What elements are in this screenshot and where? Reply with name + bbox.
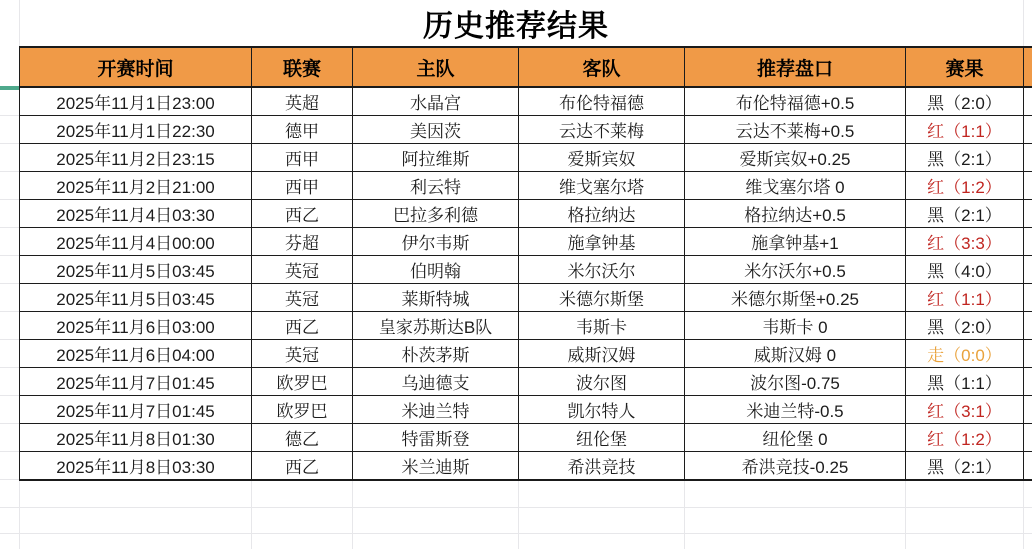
cell-result[interactable]: 黑（2:1） xyxy=(906,200,1024,228)
cell-away[interactable]: 布伦特福德 xyxy=(519,87,685,116)
column-a-strip xyxy=(0,88,19,480)
cell-away[interactable]: 米尔沃尔 xyxy=(519,256,685,284)
cell-home[interactable]: 阿拉维斯 xyxy=(353,144,519,172)
cell-result[interactable]: 黑（1:1） xyxy=(906,368,1024,396)
cell-time[interactable]: 2025年11月4日00:00 xyxy=(20,228,252,256)
table-row xyxy=(20,340,1032,368)
cell-handicap[interactable]: 威斯汉姆 0 xyxy=(685,340,906,368)
cell-league[interactable]: 西乙 xyxy=(252,200,353,228)
cell-away[interactable]: 维戈塞尔塔 xyxy=(519,172,685,200)
table-row xyxy=(20,144,1032,172)
cell-result[interactable]: 红（1:1） xyxy=(906,284,1024,312)
cell-time[interactable]: 2025年11月5日03:45 xyxy=(20,256,252,284)
cell-league[interactable]: 英冠 xyxy=(252,340,353,368)
cell-time[interactable]: 2025年11月7日01:45 xyxy=(20,368,252,396)
cell-result[interactable]: 红（1:1） xyxy=(906,116,1024,144)
cell-home[interactable]: 巴拉多利德 xyxy=(353,200,519,228)
sheet-gridline-horizontal xyxy=(0,507,1032,508)
cell-away[interactable]: 波尔图 xyxy=(519,368,685,396)
cell-away[interactable]: 希洪竞技 xyxy=(519,452,685,481)
cell-away[interactable]: 米德尔斯堡 xyxy=(519,284,685,312)
cell-league[interactable]: 英超 xyxy=(252,87,353,116)
table-row xyxy=(20,312,1032,340)
table-row xyxy=(20,228,1032,256)
table-row xyxy=(20,424,1032,452)
cell-home[interactable]: 美因茨 xyxy=(353,116,519,144)
cell-result[interactable]: 黑（2:0） xyxy=(906,87,1024,116)
table-body xyxy=(20,87,1032,480)
header-cell-league[interactable]: 联赛 xyxy=(252,47,353,87)
cell-time[interactable]: 2025年11月2日23:15 xyxy=(20,144,252,172)
cell-away[interactable]: 凯尔特人 xyxy=(519,396,685,424)
sheet-gridline-vertical xyxy=(19,481,20,549)
cell-away[interactable]: 威斯汉姆 xyxy=(519,340,685,368)
header-row xyxy=(20,47,1032,87)
cell-stub xyxy=(1024,424,1032,452)
cell-result[interactable]: 红（1:2） xyxy=(906,172,1024,200)
table-row xyxy=(20,256,1032,284)
cell-handicap[interactable]: 云达不莱梅+0.5 xyxy=(685,116,906,144)
cell-stub xyxy=(1024,312,1032,340)
cell-stub xyxy=(1024,200,1032,228)
header-cell-handicap[interactable]: 推荐盘口 xyxy=(685,47,906,87)
cell-home[interactable]: 莱斯特城 xyxy=(353,284,519,312)
cell-stub xyxy=(1024,116,1032,144)
table-row xyxy=(20,284,1032,312)
cell-time[interactable]: 2025年11月2日21:00 xyxy=(20,172,252,200)
cell-time[interactable]: 2025年11月7日01:45 xyxy=(20,396,252,424)
cell-league[interactable]: 西乙 xyxy=(252,452,353,481)
table-row xyxy=(20,87,1032,116)
cell-stub xyxy=(1024,396,1032,424)
header-cell-away[interactable]: 客队 xyxy=(519,47,685,87)
cell-time[interactable]: 2025年11月8日01:30 xyxy=(20,424,252,452)
cell-stub xyxy=(1024,144,1032,172)
cell-league[interactable]: 芬超 xyxy=(252,228,353,256)
table-row xyxy=(20,200,1032,228)
sheet-gridline-vertical xyxy=(1023,0,1024,46)
cell-home[interactable]: 米迪兰特 xyxy=(353,396,519,424)
cell-handicap[interactable]: 米迪兰特-0.5 xyxy=(685,396,906,424)
cell-stub xyxy=(1024,172,1032,200)
cell-away[interactable]: 施拿钟基 xyxy=(519,228,685,256)
table-row xyxy=(20,116,1032,144)
page-title[interactable]: 历史推荐结果 xyxy=(423,10,609,43)
sheet-gridline-vertical xyxy=(684,481,685,549)
cell-handicap[interactable]: 格拉纳达+0.5 xyxy=(685,200,906,228)
cell-away[interactable]: 韦斯卡 xyxy=(519,312,685,340)
header-cell-stub xyxy=(1024,47,1032,87)
cell-handicap[interactable]: 维戈塞尔塔 0 xyxy=(685,172,906,200)
sheet-gridline-vertical xyxy=(251,481,252,549)
cell-home[interactable]: 伯明翰 xyxy=(353,256,519,284)
cell-home[interactable]: 米兰迪斯 xyxy=(353,452,519,481)
header-cell-result[interactable]: 赛果 xyxy=(906,47,1024,87)
table-row xyxy=(20,368,1032,396)
cell-time[interactable]: 2025年11月6日03:00 xyxy=(20,312,252,340)
cell-result[interactable]: 红（3:3） xyxy=(906,228,1024,256)
cell-stub xyxy=(1024,452,1032,481)
cell-time[interactable]: 2025年11月4日03:30 xyxy=(20,200,252,228)
cell-league[interactable]: 西甲 xyxy=(252,172,353,200)
cell-stub xyxy=(1024,256,1032,284)
cell-away[interactable]: 格拉纳达 xyxy=(519,200,685,228)
table-row xyxy=(20,172,1032,200)
cell-handicap[interactable]: 米尔沃尔+0.5 xyxy=(685,256,906,284)
cell-stub xyxy=(1024,340,1032,368)
cell-league[interactable]: 德甲 xyxy=(252,116,353,144)
cell-handicap[interactable]: 希洪竞技-0.25 xyxy=(685,452,906,481)
cell-league[interactable]: 德乙 xyxy=(252,424,353,452)
table-row xyxy=(20,452,1032,481)
results-table xyxy=(19,46,1032,481)
sheet-title-row xyxy=(0,0,1032,46)
cell-home[interactable]: 利云特 xyxy=(353,172,519,200)
cell-league[interactable]: 欧罗巴 xyxy=(252,368,353,396)
cell-league[interactable]: 英冠 xyxy=(252,284,353,312)
header-cell-home[interactable]: 主队 xyxy=(353,47,519,87)
cell-handicap[interactable]: 施拿钟基+1 xyxy=(685,228,906,256)
cell-handicap[interactable]: 布伦特福德+0.5 xyxy=(685,87,906,116)
cell-away[interactable]: 纽伦堡 xyxy=(519,424,685,452)
cell-away[interactable]: 爱斯宾奴 xyxy=(519,144,685,172)
table-row xyxy=(20,396,1032,424)
cell-time[interactable]: 2025年11月1日23:00 xyxy=(20,87,252,116)
sheet-gridline-vertical xyxy=(905,481,906,549)
cell-home[interactable]: 朴茨茅斯 xyxy=(353,340,519,368)
cell-time[interactable]: 2025年11月5日03:45 xyxy=(20,284,252,312)
cell-result[interactable]: 黑（2:1） xyxy=(906,144,1024,172)
cell-result[interactable]: 红（3:1） xyxy=(906,396,1024,424)
sheet-gridline-vertical xyxy=(352,481,353,549)
cell-league[interactable]: 西甲 xyxy=(252,144,353,172)
cell-league[interactable]: 英冠 xyxy=(252,256,353,284)
cell-stub xyxy=(1024,228,1032,256)
cell-result[interactable]: 黑（2:0） xyxy=(906,312,1024,340)
cell-time[interactable]: 2025年11月1日22:30 xyxy=(20,116,252,144)
sheet-gridline-horizontal xyxy=(0,533,1032,534)
cell-stub xyxy=(1024,284,1032,312)
sheet-gridline-vertical xyxy=(518,481,519,549)
cell-handicap[interactable]: 纽伦堡 0 xyxy=(685,424,906,452)
sheet-gridline-vertical xyxy=(1023,481,1024,549)
cell-home[interactable]: 皇家苏斯达B队 xyxy=(353,312,519,340)
header-cell-time[interactable]: 开赛时间 xyxy=(20,47,252,87)
sheet-gridline-vertical xyxy=(19,0,20,46)
cell-home[interactable]: 伊尔韦斯 xyxy=(353,228,519,256)
cell-result[interactable]: 黑（2:1） xyxy=(906,452,1024,481)
cell-handicap[interactable]: 米德尔斯堡+0.25 xyxy=(685,284,906,312)
cell-handicap[interactable]: 波尔图-0.75 xyxy=(685,368,906,396)
cell-home[interactable]: 水晶宫 xyxy=(353,87,519,116)
cell-result[interactable]: 黑（4:0） xyxy=(906,256,1024,284)
cell-home[interactable]: 乌迪德支 xyxy=(353,368,519,396)
cell-home[interactable]: 特雷斯登 xyxy=(353,424,519,452)
cell-result[interactable]: 红（1:2） xyxy=(906,424,1024,452)
cell-handicap[interactable]: 爱斯宾奴+0.25 xyxy=(685,144,906,172)
cell-time[interactable]: 2025年11月6日04:00 xyxy=(20,340,252,368)
cell-time[interactable]: 2025年11月8日03:30 xyxy=(20,452,252,481)
cell-away[interactable]: 云达不莱梅 xyxy=(519,116,685,144)
cell-league[interactable]: 欧罗巴 xyxy=(252,396,353,424)
cell-result[interactable]: 走（0:0） xyxy=(906,340,1024,368)
cell-stub xyxy=(1024,368,1032,396)
cell-stub xyxy=(1024,87,1032,116)
cell-league[interactable]: 西乙 xyxy=(252,312,353,340)
cell-handicap[interactable]: 韦斯卡 0 xyxy=(685,312,906,340)
